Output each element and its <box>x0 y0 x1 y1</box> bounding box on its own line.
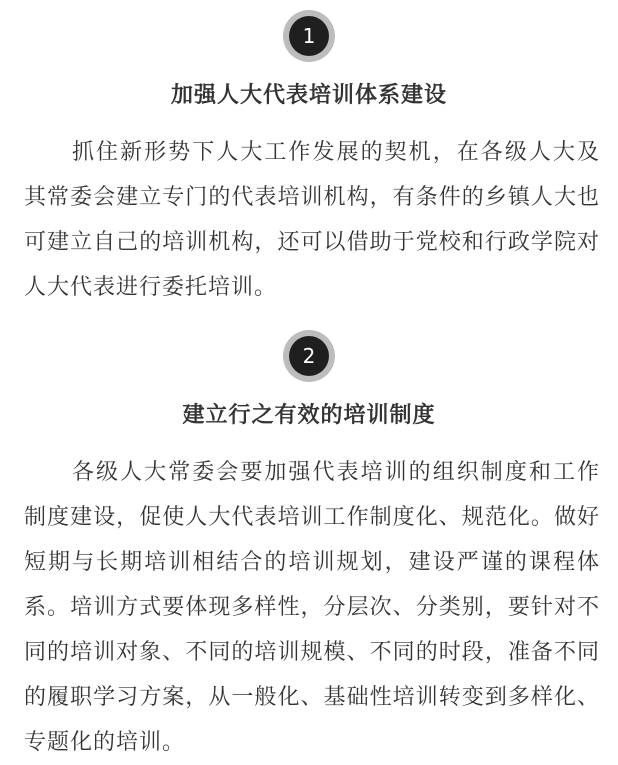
section-body-2: 各级人大常委会要加强代表培训的组织制度和工作制度建设，促使人大代表培训工作制度化、规范化。做好短期与长期培训相结合的培训规划，建设严谨的课程体系。培训方式要体现多样性，分层次、分类别，要针对不同的培训对象、不同的培训规模、不同的时段，准备不同的履职学习方案，从一般化、基础性培训转变到多样化、专题化的培训。 <box>24 460 600 755</box>
section-title-2: 建立行之有效的培训制度 <box>182 403 436 428</box>
section-number-1: 1 <box>289 16 329 56</box>
section-number-badge-2 <box>283 330 335 382</box>
section-body-1: 抓住新形势下人大工作发展的契机，在各级人大及其常委会建立专门的代表培训机构，有条件的乡镇人大也可建立自己的培训机构，还可以借助于党校和行政学院对人大代表进行委托培训。 <box>24 140 600 300</box>
section-number-2: 2 <box>289 336 329 376</box>
section-number-badge-1 <box>283 10 335 62</box>
section-title-1: 加强人大代表培训体系建设 <box>170 83 447 108</box>
